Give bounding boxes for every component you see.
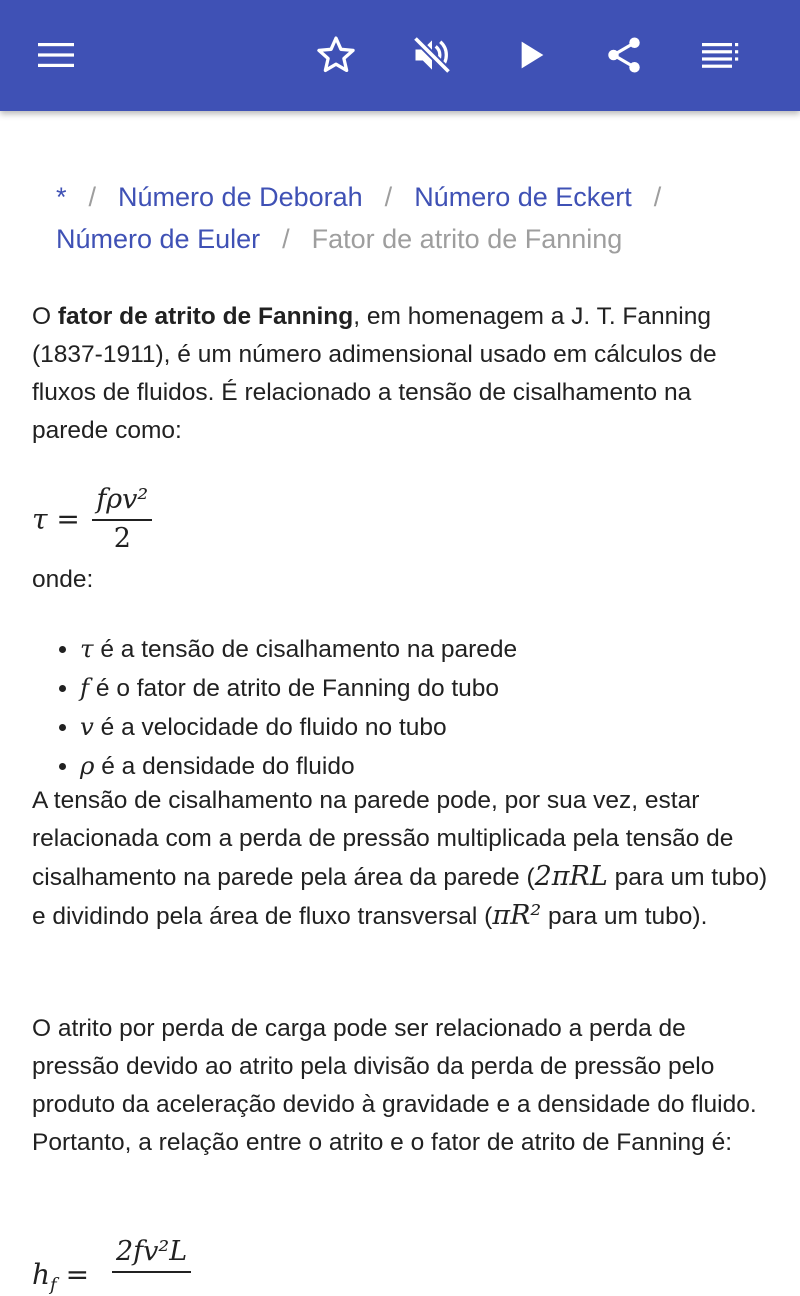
definition-text: é a densidade do fluido	[94, 753, 355, 780]
list-item	[80, 630, 800, 669]
playlist-icon	[700, 40, 740, 70]
list-item	[80, 747, 800, 786]
definition-text: é o fator de atrito de Fanning do tubo	[89, 675, 500, 702]
definition-text: é a tensão de cisalhamento na parede	[93, 636, 518, 663]
intro-prefix: O	[32, 303, 58, 330]
formula-lhs: τ =	[32, 502, 80, 536]
breadcrumb-link-euler[interactable]: Número de Euler	[56, 224, 261, 254]
symbol-tau: τ	[80, 634, 94, 663]
breadcrumb-link-deborah[interactable]: Número de Deborah	[118, 182, 363, 212]
volume-off-icon	[410, 33, 454, 77]
contents-button[interactable]	[692, 27, 748, 83]
list-item	[80, 669, 800, 708]
intro-text: , em homenagem a J. T. Fanning (1837-1911), é um número adimensional usado em cálculos de fluxos de fluidos. É relacionado a tensão de cisalhamento na parede como:	[32, 303, 717, 444]
formula2-lhs	[32, 1258, 89, 1296]
intro-paragraph	[32, 298, 772, 450]
formula2-numerator: 2fv²L	[112, 1236, 191, 1273]
head-loss-paragraph: O atrito por perda de carga pode ser relacionado a perda de pressão devido ao atrito pela divisão da perda de pressão pelo produto da aceleração devido à gravidade e a densidade do fluido. Portanto, a relação entre o atrito e o fator de atrito de Fanning é:	[32, 1015, 757, 1156]
menu-button[interactable]	[28, 27, 84, 83]
onde-label: onde:	[32, 566, 94, 593]
breadcrumb-separator: /	[282, 224, 290, 254]
symbol-f: f	[80, 673, 90, 702]
formula-numerator: fρv²	[92, 484, 152, 521]
symbol-rho: ρ	[80, 751, 95, 780]
formula-denominator: 2	[113, 523, 131, 554]
share-icon	[603, 34, 645, 76]
definitions-list	[32, 630, 800, 786]
breadcrumb-home-link[interactable]: *	[56, 182, 67, 212]
formula2-h: h	[32, 1258, 51, 1291]
breadcrumb-link-eckert[interactable]: Número de Eckert	[414, 182, 632, 212]
cross-section-expression: πR²	[492, 900, 542, 931]
breadcrumb-separator: /	[88, 182, 97, 212]
shear-paragraph	[32, 782, 772, 936]
breadcrumb-current: Fator de atrito de Fanning	[311, 224, 623, 254]
breadcrumb	[56, 176, 766, 260]
symbol-v: v	[80, 712, 94, 741]
mute-button[interactable]	[404, 27, 460, 83]
formula2-fraction	[112, 1236, 191, 1273]
share-button[interactable]	[596, 27, 652, 83]
formula2-equals: =	[65, 1258, 90, 1291]
play-button[interactable]	[502, 27, 558, 83]
article-term: fator de atrito de Fanning	[57, 303, 354, 330]
shear-text-2: para um tubo) e dividindo pela área de fluxo transversal (	[32, 864, 768, 930]
breadcrumb-separator: /	[384, 182, 393, 212]
play-icon	[510, 35, 550, 75]
list-item	[80, 708, 800, 747]
formula2-subscript: f	[50, 1274, 57, 1296]
formula-fraction	[92, 484, 152, 554]
shear-text-1: A tensão de cisalhamento na parede pode, por sua vez, estar relacionada com a perda de pressão multiplicada pela tensão de cisalhamento na parede pela área da parede (	[32, 787, 734, 891]
definition-text: é a velocidade do fluido no tubo	[93, 714, 447, 741]
star-outline-icon	[314, 33, 358, 77]
shear-text-3: para um tubo).	[541, 903, 708, 930]
wall-area-expression: 2πRL	[534, 861, 608, 892]
app-bar	[0, 0, 800, 111]
breadcrumb-separator: /	[653, 182, 662, 212]
shear-stress-formula	[32, 484, 152, 554]
bookmark-button[interactable]	[308, 27, 364, 83]
menu-icon	[36, 40, 76, 70]
